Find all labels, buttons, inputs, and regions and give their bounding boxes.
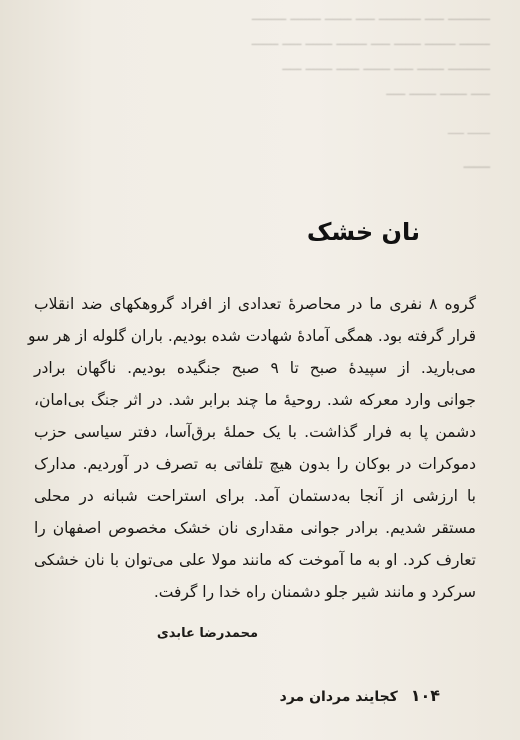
body-line: می‌بارید. از سپیدهٔ صبح تا ۹ صبح جنگیده بودیم. ناگهان برادر (34, 359, 476, 377)
chapter-title: نان خشک (306, 218, 420, 246)
book-title: کجایند مردان مرد (279, 689, 398, 705)
body-line: دشمن پا به فرار گذاشت. با یک حملهٔ برق‌آسا، دفتر سیاسی حزب (34, 423, 476, 441)
show-through-signature: ـــــــ ـــــ (447, 124, 490, 137)
body-line: سرکرد و مانند شیر جلو دشمنان راه خدا را گرفت. (153, 583, 476, 601)
body-line: تعارف کرد. او به ما آموخت که مانند مولا علی می‌توان با نان خشکی (34, 551, 476, 569)
body-line: قرار گرفته بود. همگی آمادهٔ شهادت شده بودیم. باران گلوله از هر سو (28, 327, 476, 345)
show-through-text: ـــــــــــ ـــــ ـــــــــــ ـــــ ـــــــ ــــــــ ـــــــــ ــــــــ ــــــــ ـــــــ ـــــ ــــــــ ـــــــ ـــــ ـــــــ ـــــــــــ ـــــــ ـــــ ـــــــ ــــــ ـــــــ ـــــ ـــــ ـــــــ ـــــــ ـــــ (251, 9, 490, 99)
body-line: دموکرات در بوکان را بدون هیچ تلفاتی به تصرف در آوردیم. مدارک (34, 455, 476, 473)
page-footer (280, 686, 440, 705)
body-line: گروه ۸ نفری ما در محاصرهٔ تعدادی از افراد گروهکهای ضد انقلاب (34, 295, 476, 313)
body-line: جوانی وارد معرکه شد. روحیهٔ ما چند برابر شد. در اثر جنگ بی‌امان، (34, 391, 476, 409)
body-line: با ارزشی از آنجا به‌دستمان آمد. برای استراحت شبانه در محلی (34, 487, 476, 505)
chapter-body (28, 288, 476, 608)
show-through-heading: ـــــ (463, 152, 490, 173)
author-signature: محمدرضا عابدی (156, 626, 258, 641)
body-line: مستقر شدیم. برادر جوانی مقداری نان خشک مخصوص اصفهان را (34, 519, 476, 537)
page-number: ۱۰۴ (410, 686, 440, 705)
